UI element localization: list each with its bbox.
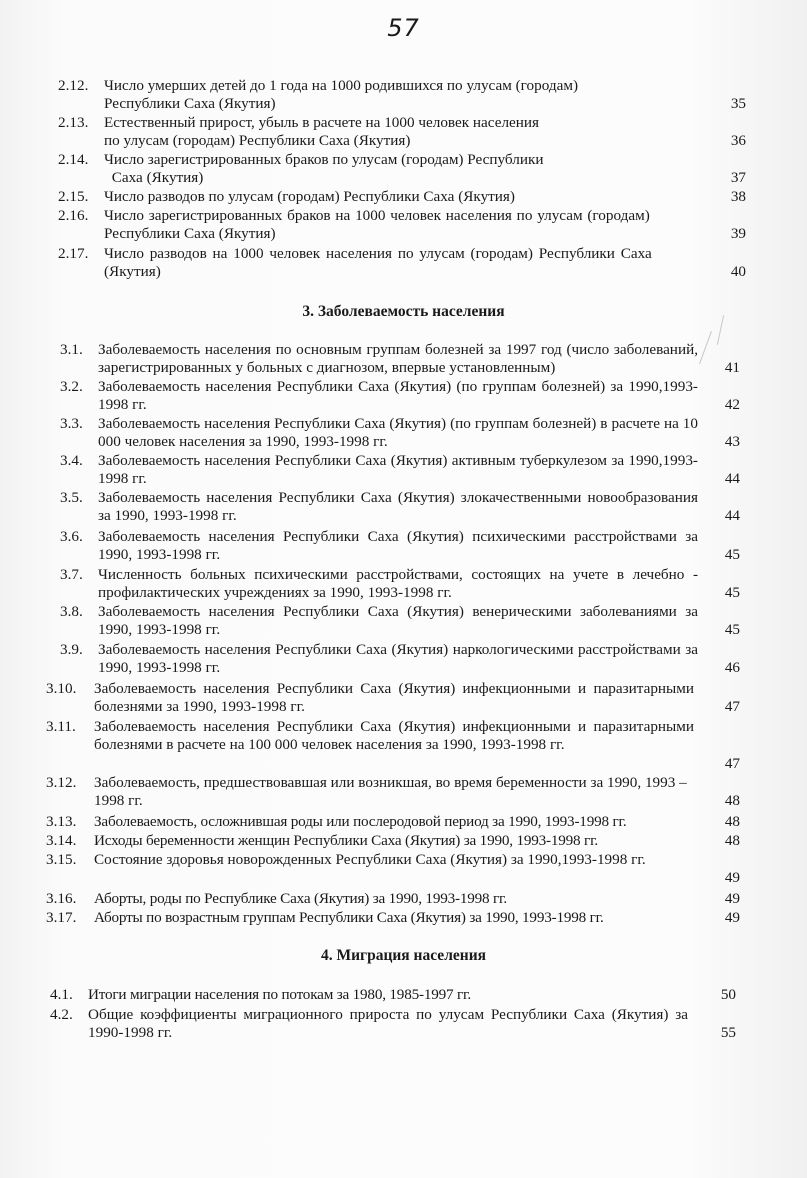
entry-number: 3.8.	[60, 603, 83, 620]
entry-number: 3.9.	[60, 641, 83, 658]
entry-number: 3.10.	[46, 680, 77, 697]
entry-page: 47	[724, 698, 740, 716]
entry-title: Аборты, роды по Республике Саха (Якутия) за 1990, 1993-1998 гг.	[94, 890, 507, 907]
entry-page: 36	[730, 132, 746, 150]
entry-page: 49	[724, 890, 740, 907]
entry-title: Итоги миграции населения по потокам за 1980, 1985-1997 гг.	[88, 986, 471, 1003]
entry-title: Заболеваемость населения Республики Саха (Якутия) психическими расстройствами за 1990, 1993-1998 гг.	[98, 528, 698, 564]
entry-number: 4.2.	[50, 1006, 73, 1023]
entry-title-line2: Республики Саха (Якутия)	[104, 95, 276, 113]
entry-number: 3.17.	[46, 909, 77, 926]
entry-title: Заболеваемость, предшествовавшая или возникшая, во время беременности за 1990, 1993 –1998 гг.	[94, 774, 687, 810]
entry-title: Заболеваемость населения Республики Саха (Якутия) (по группам болезней) в расчете на 10 000 человек населения за 1990, 1993-1998 гг.	[98, 415, 698, 451]
entry-page: 48	[724, 832, 740, 849]
entry-title: Заболеваемость населения Республики Саха (Якутия) (по группам болезней) за 1990,1993-1998 гг.	[98, 378, 698, 414]
entry-page: 48	[724, 813, 740, 830]
entry-page: 37	[730, 169, 746, 187]
entry-page: 44	[724, 470, 740, 488]
entry-page: 41	[724, 359, 740, 377]
entry-title-line1: Естественный прирост, убыль в расчете на 1000 человек населения	[104, 114, 540, 131]
entry-page: 35	[730, 95, 746, 113]
entry-number: 2.14.	[58, 151, 89, 168]
entry-number: 4.1.	[50, 986, 73, 1003]
entry-title: Состояние здоровья новорожденных Республики Саха (Якутия) за 1990,1993-1998 гг.	[94, 851, 646, 868]
entry-number: 3.15.	[46, 851, 77, 868]
page-number: 57	[387, 14, 420, 42]
entry-title: Заболеваемость населения Республики Саха (Якутия) злокачественными новообразования за 1990, 1993-1998 гг.	[98, 489, 698, 525]
entry-number: 2.12.	[58, 77, 89, 94]
entry-number: 3.4.	[60, 452, 83, 469]
entry-page: 40	[730, 263, 746, 281]
entry-title: Заболеваемость населения по основным группам болезней за 1997 год (число заболеваний, зарегистрированных у больных с диагнозом, впервые установленным)	[98, 341, 698, 377]
entry-page: 44	[724, 507, 740, 525]
entry-title-line2: Республики Саха (Якутия)	[104, 225, 276, 243]
entry-number: 2.13.	[58, 114, 89, 131]
entry-title-line1: Число умерших детей до 1 года на 1000 родившихся по улусам (городам)	[104, 77, 579, 94]
entry-title-line2: по улусам (городам) Республики Саха (Якутия)	[104, 132, 411, 150]
entry-number: 3.5.	[60, 489, 83, 506]
entry-number: 3.14.	[46, 832, 77, 849]
entry-title-line1: Число разводов на 1000 человек населения по улусам (городам) Республики Саха	[104, 245, 652, 262]
entry-title: Общие коэффициенты миграционного прироста по улусам Республики Саха (Якутия) за 1990-1998 гг.	[88, 1006, 688, 1042]
entry-title-line2: (Якутия)	[104, 263, 161, 281]
entry-number: 3.11.	[46, 718, 76, 735]
entry-number: 3.3.	[60, 415, 83, 432]
section-heading-4: 4. Миграция населения	[320, 947, 487, 964]
entry-page: 38	[730, 188, 746, 205]
entry-page: 43	[724, 433, 740, 451]
entry-number: 3.6.	[60, 528, 83, 545]
entry-title: Заболеваемость населения Республики Саха (Якутия) инфекционными и паразитарными болезнями в расчете на 100 000 человек населения за 1990, 1993-1998 гг.	[94, 718, 694, 754]
entry-page: 45	[724, 546, 740, 564]
section-heading-3: 3. Заболеваемость населения	[302, 303, 505, 320]
entry-title-line1: Число зарегистрированных браков по улусам (городам) Республики	[104, 151, 544, 168]
entry-number: 3.7.	[60, 566, 83, 583]
entry-page: 47	[724, 754, 740, 772]
entry-title: Заболеваемость, осложнившая роды или послеродовой период за 1990, 1993-1998 гг.	[94, 813, 627, 830]
entry-title: Исходы беременности женщин Республики Саха (Якутия) за 1990, 1993-1998 гг.	[94, 832, 598, 849]
entry-title: Заболеваемость населения Республики Саха (Якутия) наркологическими расстройствами за 1990, 1993-1998 гг.	[98, 641, 698, 677]
entry-title: Численность больных психическими расстройствами, состоящих на учете в лечебно - профилактических учреждениях за 1990, 1993-1998 гг.	[98, 566, 698, 602]
entry-number: 2.16.	[58, 207, 89, 224]
entry-number: 3.13.	[46, 813, 77, 830]
entry-page: 45	[724, 621, 740, 639]
entry-page: 42	[724, 396, 740, 414]
entry-page: 46	[724, 659, 740, 677]
entry-page: 49	[724, 909, 740, 926]
entry-page: 45	[724, 584, 740, 602]
entry-title: Заболеваемость населения Республики Саха (Якутия) активным туберкулезом за 1990,1993-1998 гг.	[98, 452, 698, 488]
entry-number: 3.12.	[46, 774, 77, 791]
entry-page: 50	[720, 986, 736, 1003]
entry-title: Заболеваемость населения Республики Саха (Якутия) инфекционными и паразитарными болезнями за 1990, 1993-1998 гг.	[94, 680, 694, 716]
entry-page: 48	[724, 792, 740, 810]
entry-title-line1: Число зарегистрированных браков на 1000 человек населения по улусам (городам)	[104, 207, 650, 224]
entry-title-line1: Число разводов по улусам (городам) Республики Саха (Якутия)	[104, 188, 515, 205]
entry-title: Аборты по возрастным группам Республики Саха (Якутия) за 1990, 1993-1998 гг.	[94, 909, 604, 926]
entry-number: 3.2.	[60, 378, 83, 395]
entry-number: 2.17.	[58, 245, 89, 262]
entry-number: 2.15.	[58, 188, 89, 205]
entry-number: 3.16.	[46, 890, 77, 907]
entry-title: Заболеваемость населения Республики Саха (Якутия) венерическими заболеваниями за 1990, 1993-1998 гг.	[98, 603, 698, 639]
entry-title-line2: Саха (Якутия)	[108, 169, 204, 187]
entry-page: 55	[720, 1024, 736, 1042]
entry-number: 3.1.	[60, 341, 83, 358]
entry-page: 49	[724, 869, 740, 887]
entry-page: 39	[730, 225, 746, 243]
